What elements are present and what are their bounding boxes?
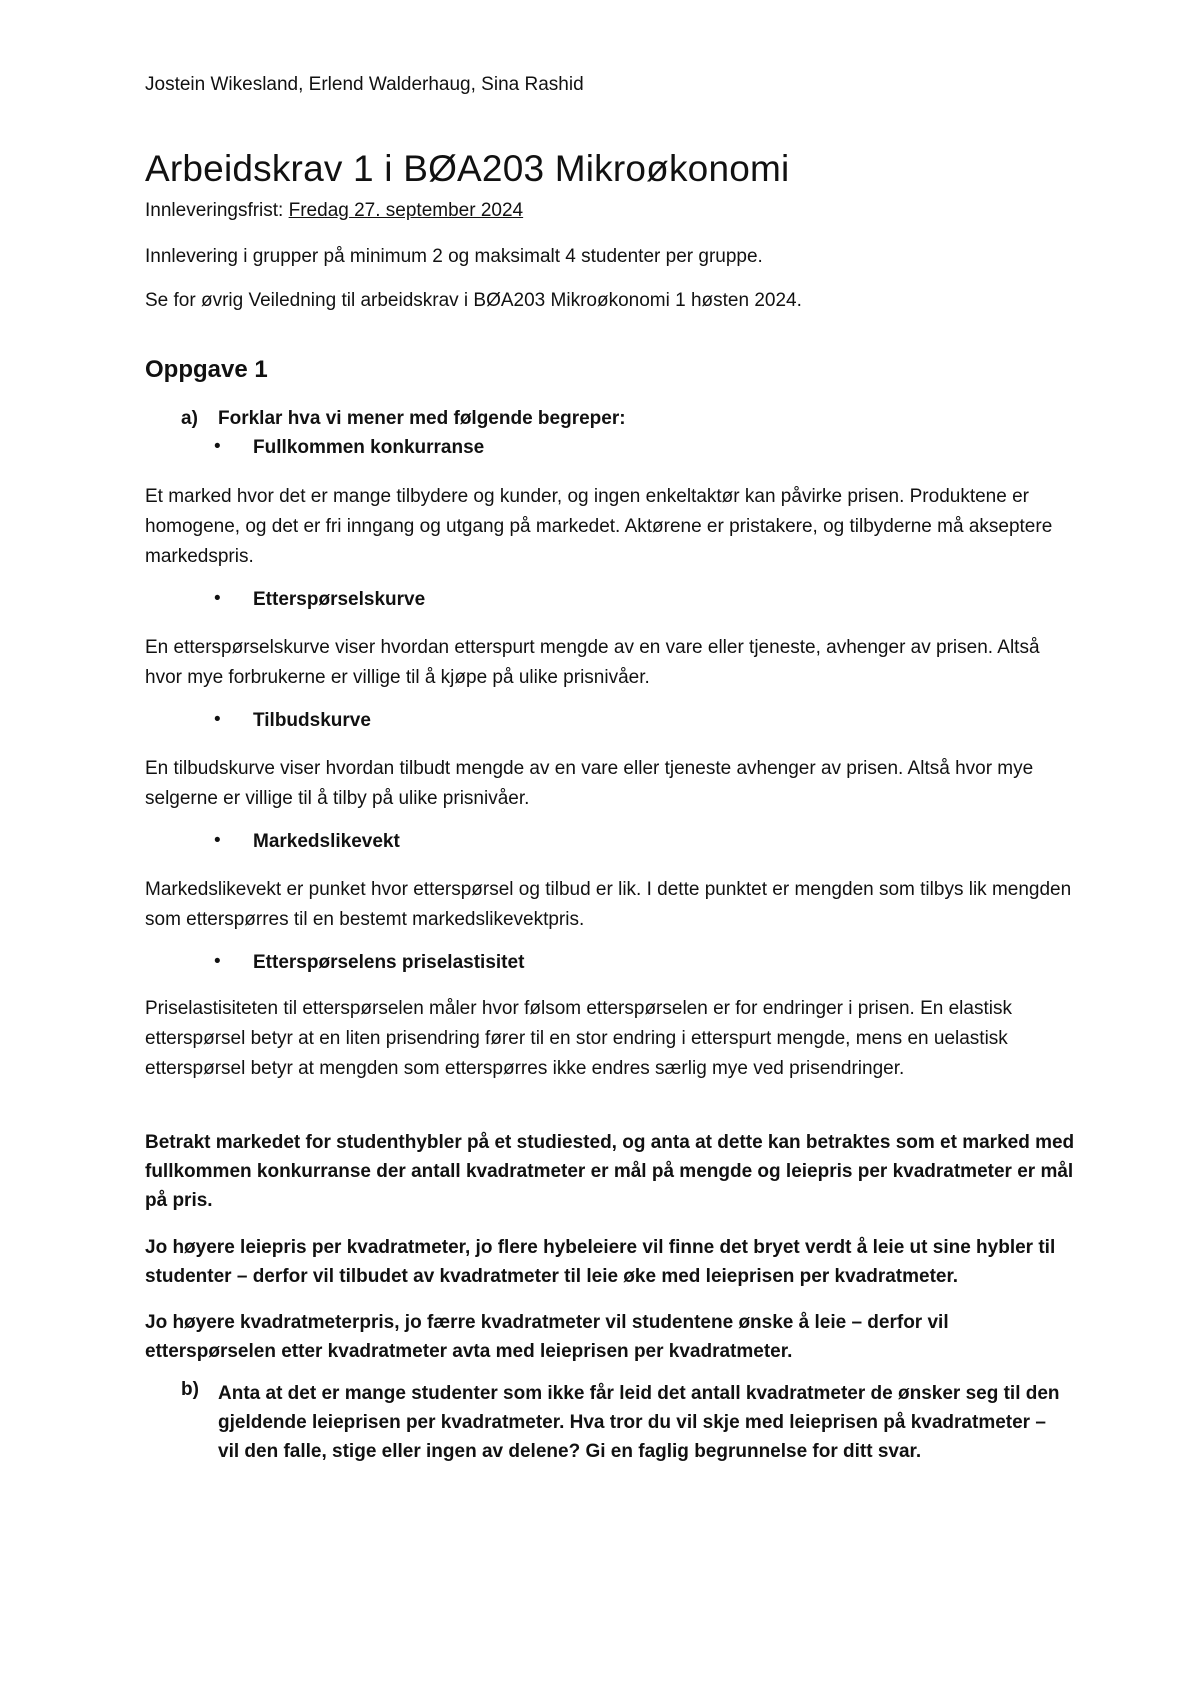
context-paragraph: Betrakt markedet for studenthybler på et studiested, og anta at dette kan betraktes som et marked med fullkommen konkurranse der antall kvadratmeter er mål på mengde og leiepris per kvadratmeter er mål på pris. <box>145 1132 1075 1211</box>
subtask-b-label: b) <box>181 1379 199 1400</box>
guidance-info: Se for øvrig Veiledning til arbeidskrav i BØA203 Mikroøkonomi 1 høsten 2024. <box>145 290 802 311</box>
deadline-line <box>145 200 523 222</box>
concept-term: Etterspørselskurve <box>253 589 426 610</box>
document-title: Arbeidskrav 1 i BØA203 Mikroøkonomi <box>145 148 790 189</box>
context-paragraph: Jo høyere leiepris per kvadratmeter, jo flere hybeleiere vil finne det bryet verdt å leie ut sine hybler til studenter – derfor vil tilbudet av kvadratmeter til leie øke med leieprisen per kvadratmeter. <box>145 1237 1056 1287</box>
subtask-a-text: Forklar hva vi mener med følgende begreper: <box>218 408 626 429</box>
concept-term: Tilbudskurve <box>253 710 371 731</box>
bullet-icon: • <box>214 830 221 851</box>
task-heading: Oppgave 1 <box>145 356 268 383</box>
concept-term: Etterspørselens priselastisitet <box>253 952 525 973</box>
concept-term: Fullkommen konkurranse <box>253 437 485 458</box>
subtask-b-text: Anta at det er mange studenter som ikke får leid det antall kvadratmeter de ønsker seg til den gjeldende leieprisen per kvadratmeter. Hva tror du vil skje med leieprisen på kvadratmeter – vil den falle, stige eller ingen av delene? Gi en faglig begrunnelse for ditt svar. <box>218 1383 1060 1462</box>
concept-answer: Priselastisiteten til etterspørselen måler hvor følsom etterspørselen er for endringer i prisen. En elastisk etterspørsel betyr at en liten prisendring fører til en stor endring i etterspurt mengde, mens en uelastisk etterspørsel betyr at mengden som etterspørres ikke endres særlig mye ved prisendringer. <box>145 998 1012 1079</box>
bullet-icon: • <box>214 709 221 730</box>
deadline-date: Fredag 27. september 2024 <box>288 200 524 221</box>
concept-answer: En tilbudskurve viser hvordan tilbudt mengde av en vare eller tjeneste avhenger av prisen. Altså hvor mye selgerne er villige til å tilby på ulike prisnivåer. <box>145 758 1034 809</box>
concept-answer: En etterspørselskurve viser hvordan etterspurt mengde av en vare eller tjeneste, avhenger av prisen. Altså hvor mye forbrukerne er villige til å kjøpe på ulike prisnivåer. <box>145 637 1040 688</box>
deadline-label: Innleveringsfrist: <box>145 200 289 221</box>
group-info: Innlevering i grupper på minimum 2 og maksimalt 4 studenter per gruppe. <box>145 246 763 267</box>
context-paragraph: Jo høyere kvadratmeterpris, jo færre kvadratmeter vil studentene ønske å leie – derfor vil etterspørselen etter kvadratmeter avta med leieprisen per kvadratmeter. <box>145 1312 949 1362</box>
bullet-icon: • <box>214 436 221 457</box>
author-line: Jostein Wikesland, Erlend Walderhaug, Sina Rashid <box>145 74 584 95</box>
subtask-a-label: a) <box>181 408 198 429</box>
concept-term: Markedslikevekt <box>253 831 400 852</box>
concept-answer: Et marked hvor det er mange tilbydere og kunder, og ingen enkeltaktør kan påvirke prisen. Produktene er homogene, og det er fri inngang og utgang på markedet. Aktørene er pristakere, og tilbyderne må akseptere markedspris. <box>145 486 1053 567</box>
bullet-icon: • <box>214 951 221 972</box>
bullet-icon: • <box>214 588 221 609</box>
concept-answer: Markedslikevekt er punket hvor etterspørsel og tilbud er lik. I dette punktet er mengden som tilbys lik mengden som etterspørres til en bestemt markedslikevektpris. <box>145 879 1072 930</box>
